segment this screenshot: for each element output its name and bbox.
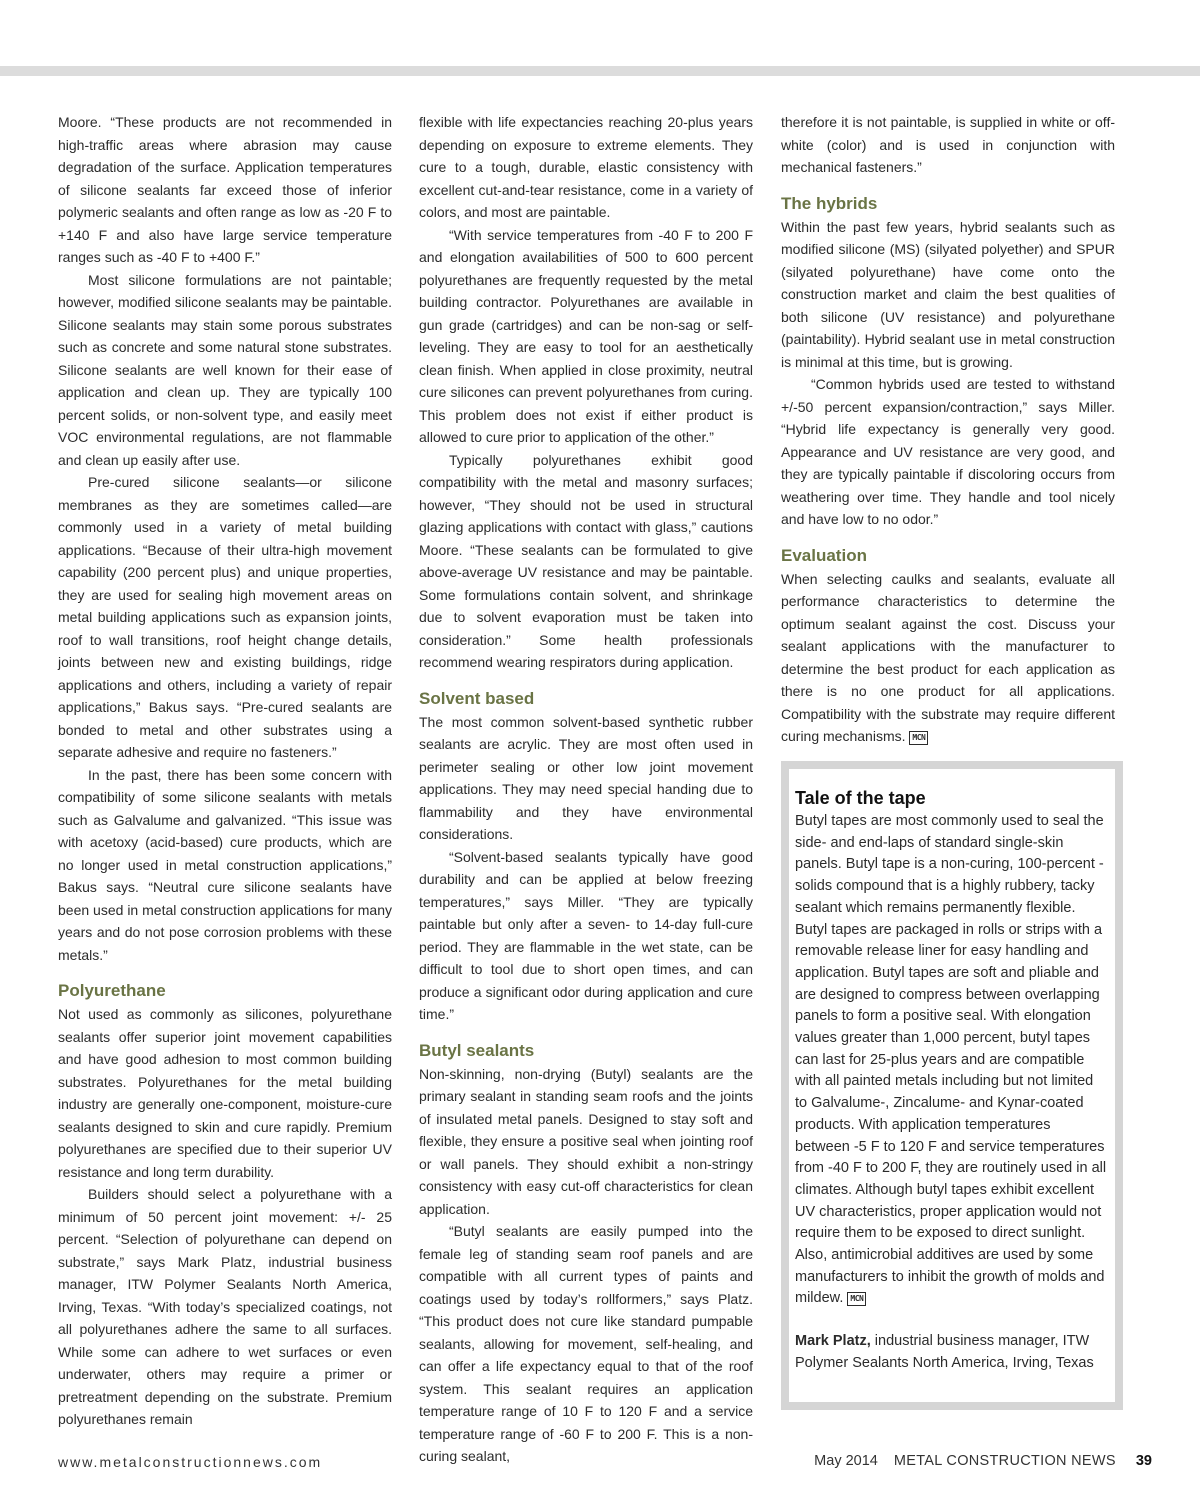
footer-info <box>814 1453 1152 1469</box>
paragraph <box>781 568 1115 748</box>
paragraph: Most silicone formulations are not paintable; however, modified silicone sealants may be paintable. Silicone sealants may stain some porous substrates such as concrete and some natural stone substrates. Silicone sealants are well known for their ease of application and clean up. They are typically 100 percent solids, or non-solvent type, and easily meet VOC environmental regulations, are not flammable and clean up easily after use. <box>58 271 392 468</box>
sidebar-credit <box>795 1331 1109 1374</box>
sidebar-body-text: Butyl tapes are most commonly used to seal the side- and end-laps of standard single-skin panels. Butyl tape is a non-curing, 100-percent -solids compound that is a highly rubbery, tacky sealant which remains permanently flexible. Butyl tapes are packaged in rolls or strips with a removable release liner for easy handling and application. Butyl tapes are soft and pliable and are designed to compress between overlapping panels to form a positive seal. With elongation values greater than 1,000 percent, butyl tapes can last for 25-plus years and are compatible with all painted metals including but not limited to Galvalume-, Zincalume- and Kynar-coated products. With application temperatures between -5 F to 120 F and service temperatures from -40 F to 200 F, they are routinely used in all climates. Although butyl tapes exhibit excellent UV characteristics, proper application would not require them to be exposed to direct sunlight. Also, antimicrobial additives are used by some manufacturers to inhibit the growth of molds and mildew. <box>795 813 1107 1307</box>
paragraph: “Solvent-based sealants typically have good durability and can be applied at below freezing temperatures,” says Miller. “They are typically paintable but only after a seven- to 14-day full-cure period. They are flammable in the wet state, can be difficult to tool due to short open times, and can produce a significant odor during application and cure time.” <box>419 848 753 1022</box>
sidebar-content <box>789 769 1115 1402</box>
paragraph: Builders should select a polyurethane with a minimum of 50 percent joint movement: +/- 25 percent. “Selection of polyurethane can depend on substrate,” says Mark Platz, industrial business manager, ITW Polymer Sealants North America, Irving, Texas. “With today’s specialized coatings, not all polyurethanes adhere the same to all surfaces. While some can adhere to wet surfaces or even underwater, others may require a primer or pretreatment depending on the substrate. Premium polyurethanes remain <box>58 1186 392 1427</box>
section-heading-butyl-sealants: Butyl sealants <box>419 1040 535 1060</box>
article-column-3 <box>781 111 1115 748</box>
section-heading-polyurethane: Polyurethane <box>58 981 166 1000</box>
paragraph: Typically polyurethanes exhibit good compatibility with the metal and masonry surfaces; however, “They should not be used in structural glazing applications with contact with glass,” cautions Moore. “These sealants can be formulated to give above-average UV resistance and may be paintable. Some formulations contain solvent, and shrinkage due to solvent evaporation must be taken into consideration.” Some health professionals recommend wearing respirators during application. <box>419 451 753 670</box>
paragraph: The most common solvent-based synthetic rubber sealants are acrylic. They are most often used in perimeter sealing or other low joint movement applications. They may need special handing due to flammability and they have environmental considerations. <box>419 713 753 842</box>
paragraph: Within the past few years, hybrid sealants such as modified silicone (MS) (silyated polyether) and SPUR (silyated polyurethane) have come onto the construction market and claim the best qualities of both silicone (UV resistance) and polyurethane (paintability). Hybrid sealant use in metal construction is minimal at this time, but is growing. <box>781 218 1115 370</box>
paragraph: In the past, there has been some concern with compatibility of some silicone sealants with metals such as Galvalume and galvanized. “This issue was with acetoxy (acid-based) cure products, which are no longer used in metal construction applications,” Bakus says. “Neutral cure silicone sealants have been used in metal construction applications for many years and do not pose corrosion problems with these metals.” <box>58 766 392 963</box>
article-column-2 <box>419 111 753 1468</box>
paragraph-text: When selecting caulks and sealants, evaluate all performance characteristics to determine the optimum sealant against the cost. Discuss your sealant applications with the manufacturer to determine the best product for each application as there is no one product for all applications. Compatibility with the substrate may require different curing mechanisms. <box>781 570 1115 744</box>
paragraph: “With service temperatures from -40 F to 200 F and elongation availabilities of 500 to 600 percent polyurethanes are frequently requested by the metal building contractor. Polyurethanes are available in gun grade (cartridges) and can be non-sag or self-leveling. They are easy to tool for an aesthetically clean finish. When applied in close proximity, neutral cure silicones can prevent polyurethanes from curing. This problem does not exist if either product is allowed to cure prior to application of the other.” <box>419 226 753 445</box>
paragraph: Pre-cured silicone sealants—or silicone membranes as they are sometimes called—are commonly used in a variety of metal building applications. “Because of their ultra-high movement capability (200 percent plus) and unique properties, they are used for sealing high movement areas on metal building applications such as expansion joints, roof to wall transitions, roof height change details, joints between new and existing buildings, ridge applications and others, including a variety of repair applications,” Bakus says. “Pre-cured sealants are bonded to metal and other substrates using a separate adhesive and require no fasteners.” <box>58 474 392 760</box>
paragraph: Moore. “These products are not recommended in high-traffic areas where abrasion may cause degradation of the surface. Application temperatures of silicone sealants far exceed those of inferior polymeric sealants and often range as low as -20 F to +140 F and also have large service temperature ranges such as -40 F to +400 F.” <box>58 114 392 265</box>
section-heading-evaluation: Evaluation <box>781 545 867 565</box>
sidebar-title: Tale of the tape <box>795 788 926 808</box>
section-heading-solvent-based: Solvent based <box>419 688 535 708</box>
paragraph: “Butyl sealants are easily pumped into the female leg of standing seam roof panels and are compatible with all current types of paints and coatings used by today’s rollformers,” says Platz. “This product does not cure like standard pumpable sealants, allowing for movement, self-healing, and can offer a life expectancy equal to that of the roof system. This sealant requires an application temperature range of 10 F to 120 F and a service temperature range of -60 F to 200 F. This is a non-curing sealant, <box>419 1223 753 1464</box>
paragraph: Not used as commonly as silicones, polyurethane sealants offer superior joint movement capabilities and have good adhesion to most common building substrates. Polyurethanes for the metal building industry are generally one-component, moisture-cure sealants designed to skin and cure rapidly. Premium polyurethanes are specified due to their superior UV resistance and long term durability. <box>58 1006 392 1180</box>
section-heading-the-hybrids: The hybrids <box>781 193 878 213</box>
credit-title: industrial business manager, ITW Polymer Sealants North America, Irving, Texas <box>795 1333 1094 1371</box>
paragraph: therefore it is not paintable, is supplied in white or off-white (color) and is used in conjunction with mechanical fasteners.” <box>781 114 1115 175</box>
footer-date: May 2014 <box>814 1453 878 1469</box>
footer-publication: METAL CONSTRUCTION NEWS <box>893 1453 1116 1469</box>
end-mark-icon: MCN <box>847 1292 866 1306</box>
paragraph: “Common hybrids used are tested to withstand +/-50 percent expansion/contraction,” says Miller. “Hybrid life expectancy is generally very good. Appearance and UV resistance are very good, and they are typically paintable if discoloring occurs from weathering over time. They handle and tool nicely and have low to no odor.” <box>781 376 1115 527</box>
end-mark-icon: MCN <box>909 731 928 745</box>
top-rule-bar <box>0 66 1200 76</box>
sidebar-box <box>781 761 1123 1410</box>
credit-name: Mark Platz, <box>795 1333 871 1350</box>
article-column-1 <box>58 111 392 1431</box>
page-number: 39 <box>1135 1453 1152 1469</box>
sidebar-body <box>795 811 1109 1310</box>
paragraph: flexible with life expectancies reaching 20-plus years depending on exposure to extreme elements. They cure to a tough, durable, elastic consistency with excellent cut-and-tear resistance, come in a variety of colors, and most are paintable. <box>419 114 753 220</box>
footer-website[interactable]: www.metalconstructionnews.com <box>58 1454 323 1470</box>
paragraph: Non-skinning, non-drying (Butyl) sealants are the primary sealant in standing seam roofs and the joints of insulated metal panels. Designed to stay soft and flexible, they ensure a positive seal when jointing roof or wall panels. They should exhibit a non-stringy consistency with easy cut-off characteristics for clean application. <box>419 1065 753 1217</box>
